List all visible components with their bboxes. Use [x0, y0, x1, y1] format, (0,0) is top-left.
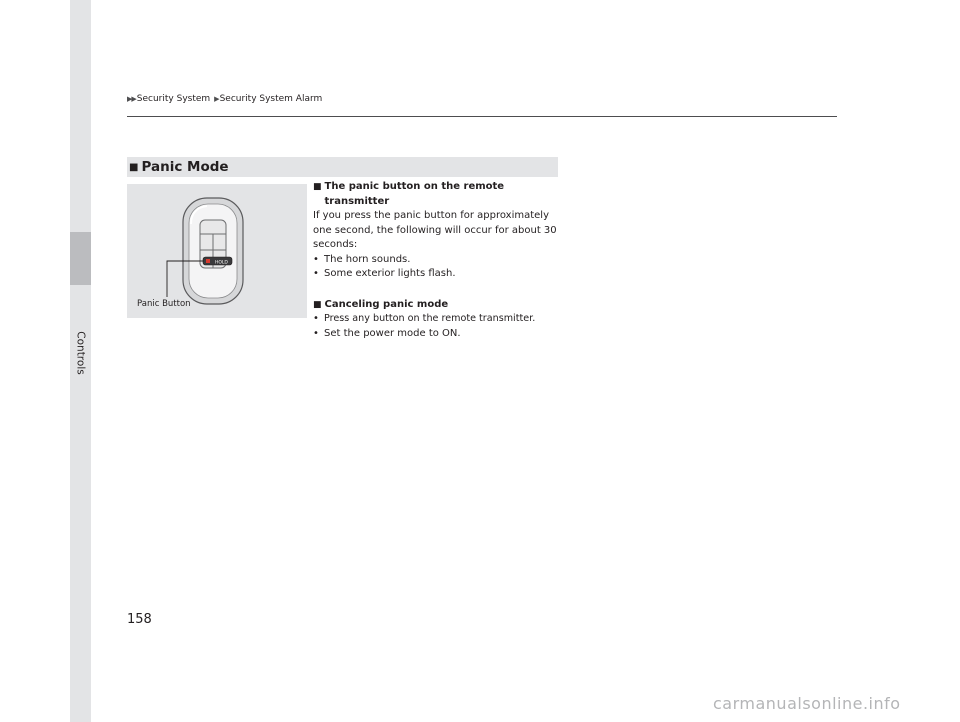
bullet-icon: • [313, 327, 319, 339]
breadcrumb-arrow-icon: ▶ [214, 95, 219, 103]
cancel-steps-list [313, 312, 563, 341]
panic-mode-content [313, 180, 563, 341]
key-fob-illustration [127, 184, 307, 318]
breadcrumb-item-security-system[interactable]: Security System [136, 94, 211, 104]
breadcrumb [127, 94, 326, 104]
watermark: carmanualsonline.info [713, 694, 901, 713]
panic-description: If you press the panic button for approximately one second, the following will occur for about 30 seconds: [313, 210, 557, 250]
section-title: Panic Mode [141, 159, 229, 175]
square-bullet-icon: ■ [313, 299, 322, 310]
panic-effects-list [313, 253, 563, 282]
bullet-icon: • [313, 253, 319, 265]
panic-button-callout: Panic Button [137, 299, 191, 309]
page-number: 158 [127, 612, 152, 627]
subheading-canceling: ■ Canceling panic mode [313, 298, 563, 313]
subheading-line: transmitter [324, 195, 390, 207]
subheading-panic-button [313, 180, 563, 209]
square-bullet-icon: ■ [129, 161, 139, 173]
list-item: • Press any button on the remote transmitter. [313, 312, 563, 327]
section-heading [127, 157, 558, 177]
key-fob-figure [127, 184, 307, 318]
list-item: • Set the power mode to ON. [313, 327, 563, 342]
sidebar-section-label: Controls [75, 331, 87, 375]
list-item: • The horn sounds. [313, 253, 563, 268]
square-bullet-icon: ■ [313, 182, 322, 192]
bullet-icon: • [313, 268, 319, 279]
list-item: • Some exterior lights flash. [313, 267, 563, 282]
bullet-icon: • [313, 313, 319, 324]
subheading-line: The panic button on the remote [324, 181, 505, 192]
header-divider [127, 116, 837, 117]
breadcrumb-arrow-icon: ▶▶ [127, 95, 136, 103]
sidebar-section-tab [70, 232, 91, 285]
hold-button-label: HOLD [215, 260, 228, 266]
breadcrumb-item-security-system-alarm[interactable]: Security System Alarm [219, 94, 323, 104]
